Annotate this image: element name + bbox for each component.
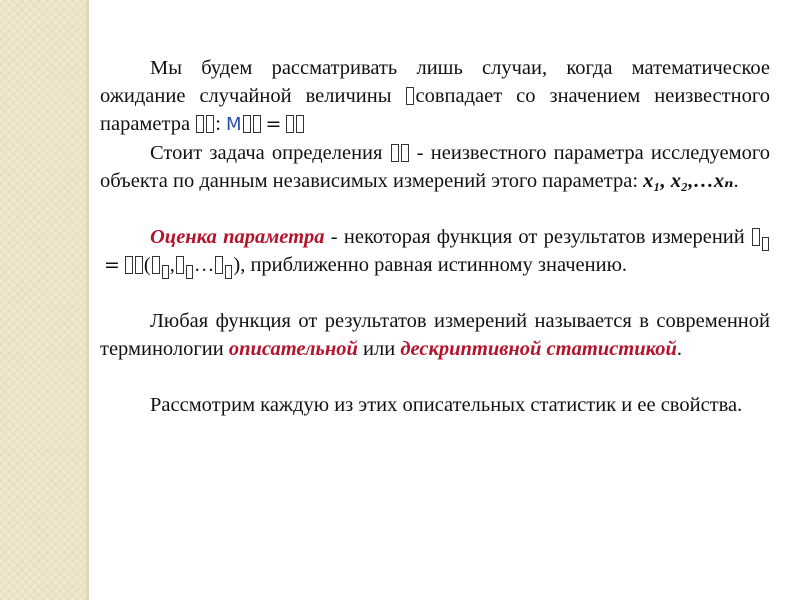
spacer: [100, 363, 770, 391]
measurement-variables: x₁, x₂,…xₙ: [643, 170, 734, 192]
formula-placeholder-box: [391, 144, 399, 162]
formula-placeholder-box: [176, 256, 184, 274]
formula-placeholder-box: [152, 256, 160, 274]
paragraph-statistics: [100, 307, 770, 363]
text-task-2: - неизвестного параметра исследуемого объекта по данным независимых измерений этого параметра:: [100, 142, 771, 192]
formula-placeholder-box: [225, 265, 232, 279]
text-task-1: Стоит задача определения: [150, 142, 383, 164]
formula-paren-close: ): [233, 254, 241, 276]
text-consider: Рассмотрим каждую из этих описательных статистик и ее свойства.: [150, 394, 743, 416]
decorative-left-band: [0, 0, 86, 600]
text-expectation-1: Мы будем рассматривать лишь случаи, когда математическое ожидание случайной величины: [100, 57, 770, 107]
formula-comma: ,: [169, 254, 175, 276]
formula-placeholder-box: [215, 256, 223, 274]
formula-placeholder-box: [752, 228, 760, 246]
formula-paren-open: (: [143, 254, 151, 276]
paragraph-expectation: Мы будем рассматривать лишь случаи, когда математическое ожидание случайной величины совпадает со значением неизвестного параметра : M =: [100, 57, 770, 135]
text-estimate-2: , приближенно равная истинному значению.: [240, 254, 628, 276]
formula-placeholder-box: [243, 115, 251, 133]
spacer: [100, 279, 770, 307]
spacer: [100, 195, 770, 223]
text-or: или: [363, 338, 396, 360]
formula-equals: =: [265, 113, 282, 135]
text-expectation-2: совпадает со значением неизвестного параметра: [100, 85, 770, 135]
formula-operator-m: M: [226, 114, 242, 135]
formula-placeholder-box: [253, 115, 261, 133]
formula-placeholder-box: [125, 256, 133, 274]
formula-placeholder-box: [296, 115, 304, 133]
paragraph-consider: [100, 391, 770, 419]
slide-body: [100, 54, 770, 419]
formula-placeholder-box: [206, 115, 214, 133]
term-descriptive: описательной: [228, 338, 358, 360]
formula-placeholder-box: [196, 115, 204, 133]
formula-placeholder-box: [406, 87, 414, 105]
text-statistics-1: Любая функция от результатов измерений называется в современной терминологии: [100, 310, 770, 360]
paragraph-estimate: [100, 223, 770, 279]
text-estimate-1: - некоторая функция от результатов измерений: [330, 226, 745, 248]
term-descriptive-statistics: дескриптивной статистикой: [400, 338, 677, 360]
formula-placeholder-box: [762, 237, 769, 251]
paragraph-task: [100, 139, 770, 195]
formula-placeholder-box: [186, 265, 193, 279]
text-statistics-end: .: [676, 338, 683, 360]
formula-placeholder-box: [401, 144, 409, 162]
term-parameter-estimate: Оценка параметра: [150, 226, 325, 248]
formula-placeholder-box: [135, 256, 143, 274]
formula-placeholder-box: [286, 115, 294, 133]
text-task-end: .: [733, 170, 739, 192]
formula-equals: =: [104, 254, 120, 276]
decorative-left-rule: [86, 0, 89, 600]
formula-ellipsis: …: [193, 254, 215, 276]
formula-placeholder-box: [162, 265, 169, 279]
